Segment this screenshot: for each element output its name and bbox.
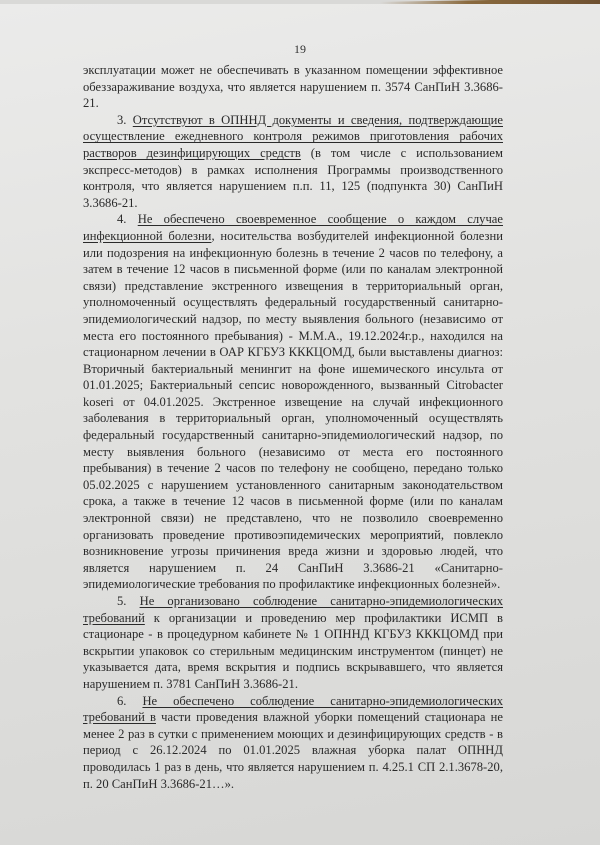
underlined-violation: Не организовано соблюдение санитарно-эпидемиологических требований: [83, 594, 503, 625]
paragraph-item-4: [83, 211, 503, 593]
paragraph-text: части проведения влажной уборки помещений стационара не менее 2 раз в сутки с применением моющих и дезинфицирующих средств - в период с 26.12.2024 по 01.01.2025 влажная уборка палат ОПННД проводилась 1 раз в день, что является нарушением п. 4.25.1 СП 2.1.3678-20, п. 20 СанПиН 3.3686-21…».: [83, 710, 503, 791]
item-number: 6.: [117, 693, 127, 708]
document-page: [0, 4, 600, 845]
paragraph-text: , носительства возбудителей инфекционной болезни или подозрения на инфекционную болезнь в течение 2 часов по телефону, а затем в течение 12 часов в письменной форме (или по каналам электронной связи) представление экстренного извещения в территориальный орган, уполномоченный осуществлять федеральный государственный санитарно-эпидемиологический надзор, по месту выявления больного (независимо от места его постоянного пребывания) - М.М.А., 19.12.2024г.р., находился на стационарном лечении в ОАР КГБУЗ КККЦОМД, были выставлены диагноз: Вторичный бактериальный менингит на фоне ишемического инсульта от 01.01.2025; Бактериальный сепсис новорожденного, вызванный Citrobacter koseri от 04.01.2025. Экстренное извещение на случай инфекционного заболевания в территориальный орган, уполномоченный осуществлять федеральный государственный санитарно-эпидемиологический надзор, по месту выявления больного (независимо от места его постоянного пребывания) в течение 2 часов по телефону не сообщено, передано только 05.02.2025 с нарушением установленного санитарным законодательством срока, а также в течение 12 часов в письменной форме (или по каналам электронной связи) не представлено, что не позволило своевременно организовать проведение противоэпидемических мероприятий, повлекло возникновение угрозы причинения вреда жизни и здоровью людей, что является нарушением п. 24 СанПиН 3.3686-21 «Санитарно-эпидемиологические требования по профилактике инфекционных болезней».: [83, 228, 503, 592]
underlined-violation: Отсутствуют в ОПННД документы и сведения, подтверждающие осуществление ежедневного контроля режимов приготовления рабочих растворов дезинфицирующих средств: [83, 112, 503, 160]
item-number: 4.: [117, 212, 127, 227]
paragraph-item-5: [83, 593, 503, 693]
item-number: 5.: [117, 594, 127, 608]
page-number: 19: [294, 42, 306, 56]
paragraph-item-6: [83, 693, 503, 793]
item-number: 3.: [117, 112, 127, 127]
paragraph-item-3: [83, 112, 503, 212]
underlined-violation: Не обеспечено своевременное сообщение о каждом случае инфекционной болезни: [83, 212, 503, 243]
paragraph-text: эксплуатации может не обеспечивать в указанном помещении эффективное обеззараживание воздуха, что является нарушением п. 3574 СанПиН 3.3686-21.: [83, 63, 503, 111]
document-body: [83, 62, 503, 792]
paragraph-text: к организации и проведению мер профилактики ИСМП в стационаре - в процедурном кабинете № 1 ОПННД КГБУЗ КККЦОМД при вскрытии упаковок со стерильным медицинским инструментом (пинцет) не указывается дата, время вскрытия и подпись вскрывавшего, что является нарушением п. 3781 СанПиН 3.3686-21.: [83, 610, 503, 691]
paragraph-text: (в том числе с использованием экспресс-методов) в рамках исполнения Программы производственного контроля, что является нарушением п.п. 11, 125 (подпункта 30) СанПиН 3.3686-21.: [83, 145, 503, 210]
underlined-violation: Не обеспечено соблюдение санитарно-эпидемиологических требований в: [83, 693, 503, 725]
paragraph-continuation: [83, 62, 503, 112]
